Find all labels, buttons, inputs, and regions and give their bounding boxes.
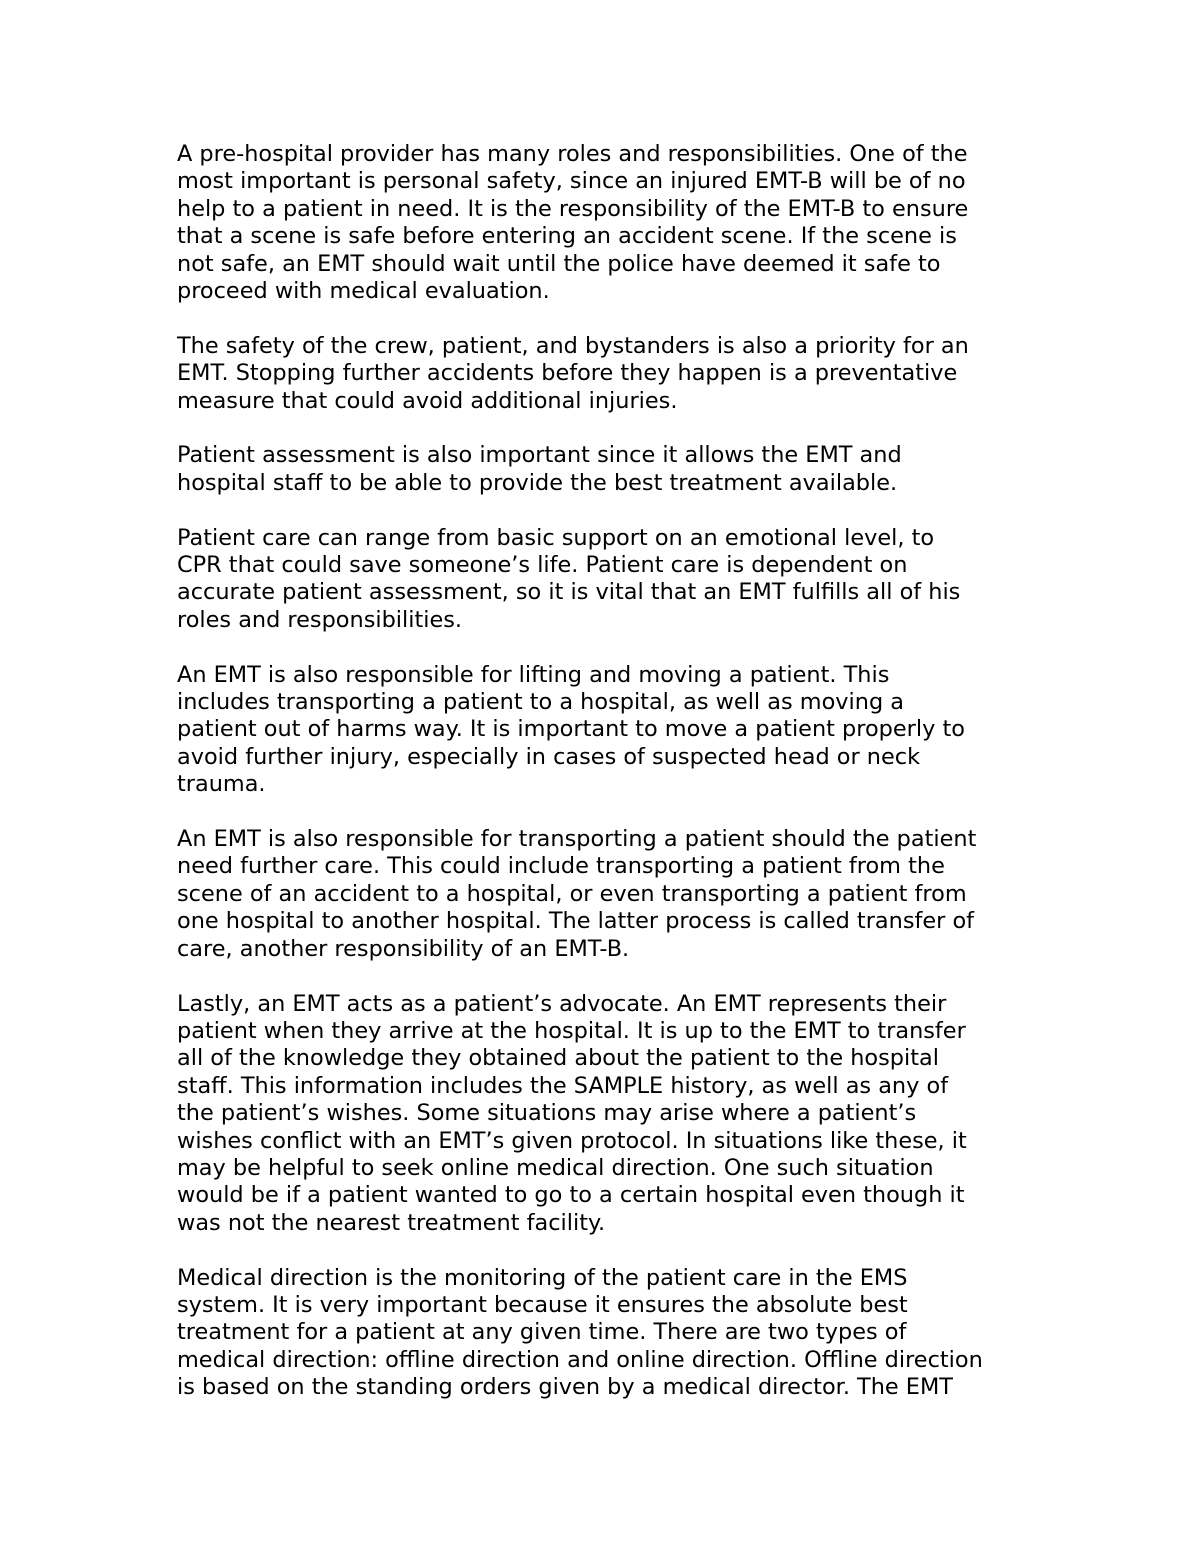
paragraph-lifting-moving [177,662,1037,799]
text-line: system. It is very important because it ensures the absolute best [177,1291,908,1318]
text-line: is based on the standing orders given by a medical director. The EMT [177,1374,953,1401]
paragraph-medical-direction [177,1265,1037,1402]
text-line: Medical direction is the monitoring of the patient care in the EMS [177,1264,908,1291]
paragraph-patient-assessment [177,442,1037,497]
text-line: The safety of the crew, patient, and bystanders is also a priority for an [177,332,969,359]
text-line: most important is personal safety, since an injured EMT-B will be of no [177,168,966,195]
text-line: CPR that could save someone’s life. Patient care is dependent on [177,552,908,579]
paragraph-personal-safety [177,141,1037,305]
text-line: A pre-hospital provider has many roles and responsibilities. One of the [177,141,968,167]
document-body [177,141,1037,1429]
text-line: was not the nearest treatment facility. [177,1209,606,1236]
text-line: that a scene is safe before entering an accident scene. If the scene is [177,223,957,250]
text-line: scene of an accident to a hospital, or even transporting a patient from [177,880,967,907]
text-line: one hospital to another hospital. The latter process is called transfer of [177,908,975,935]
text-line: staff. This information includes the SAMPLE history, as well as any of [177,1072,949,1099]
text-line: need further care. This could include transporting a patient from the [177,853,945,880]
text-line: An EMT is also responsible for lifting and moving a patient. This [177,661,890,688]
text-line: medical direction: offline direction and online direction. Offline direction [177,1346,983,1373]
text-line: care, another responsibility of an EMT-B. [177,935,630,962]
text-line: includes transporting a patient to a hospital, as well as moving a [177,689,904,716]
text-line: proceed with medical evaluation. [177,278,550,305]
text-line: Patient assessment is also important since it allows the EMT and [177,442,902,469]
text-line: roles and responsibilities. [177,606,463,633]
text-line: wishes conflict with an EMT’s given protocol. In situations like these, it [177,1127,967,1154]
text-line: Lastly, an EMT acts as a patient’s advocate. An EMT represents their [177,990,947,1017]
text-line: patient when they arrive at the hospital. It is up to the EMT to transfer [177,1017,966,1044]
text-line: EMT. Stopping further accidents before they happen is a preventative [177,360,958,387]
text-line: hospital staff to be able to provide the best treatment available. [177,469,898,496]
text-line: help to a patient in need. It is the responsibility of the EMT-B to ensure [177,195,969,222]
text-line: patient out of harms way. It is important to move a patient properly to [177,716,965,743]
text-line: treatment for a patient at any given time. There are two types of [177,1319,907,1346]
paragraph-patient-advocate [177,991,1037,1238]
text-line: measure that could avoid additional injuries. [177,387,678,414]
text-line: avoid further injury, especially in cases of suspected head or neck [177,743,921,770]
text-line: Patient care can range from basic support on an emotional level, to [177,524,935,551]
paragraph-patient-care [177,525,1037,635]
text-line: the patient’s wishes. Some situations may arise where a patient’s [177,1100,917,1127]
text-line: accurate patient assessment, so it is vital that an EMT fulfills all of his [177,579,961,606]
paragraph-crew-safety [177,333,1037,415]
text-line: all of the knowledge they obtained about the patient to the hospital [177,1045,939,1072]
paragraph-transporting [177,826,1037,963]
text-line: would be if a patient wanted to go to a certain hospital even though it [177,1182,965,1209]
text-line: may be helpful to seek online medical direction. One such situation [177,1154,934,1181]
text-line: not safe, an EMT should wait until the police have deemed it safe to [177,250,941,277]
text-line: An EMT is also responsible for transporting a patient should the patient [177,826,977,853]
text-line: trauma. [177,771,266,798]
